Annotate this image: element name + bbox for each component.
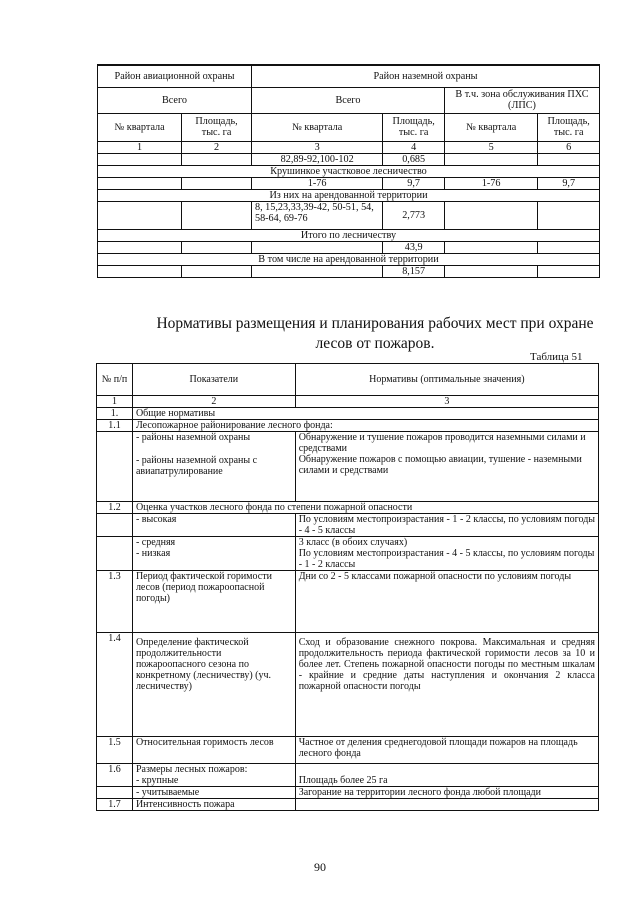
table-row	[98, 189, 600, 201]
table-row	[97, 408, 599, 420]
col-number: 6	[538, 141, 600, 153]
table-row	[97, 502, 599, 514]
indicator-cell	[132, 764, 295, 787]
table-row	[98, 87, 600, 113]
table-row	[97, 420, 599, 432]
cell-area: 9,7	[538, 177, 600, 189]
table-row	[97, 799, 599, 811]
table-row	[98, 201, 600, 229]
cell-area: 2,773	[383, 201, 445, 229]
section-krushinkoe: Крушинкое участковое лесничество	[98, 165, 600, 177]
header-total-ground: Всего	[251, 87, 444, 113]
indicator-intensity: Интенсивность пожара	[132, 799, 295, 811]
cell-area: 0,685	[383, 153, 445, 165]
cell-kvartal: 1-76	[444, 177, 537, 189]
table-row	[98, 229, 600, 241]
table-row	[97, 432, 599, 502]
section-total: Итого по лесничеству	[98, 229, 600, 241]
row-text: Общие нормативы	[132, 408, 598, 420]
col-number: 1	[97, 396, 133, 408]
cell-area: 8,157	[383, 265, 445, 277]
table-row	[98, 153, 600, 165]
table-row	[97, 787, 599, 799]
table-row	[97, 514, 599, 537]
norm-cell	[295, 537, 598, 571]
indicator-relative-burn: Относительная горимость лесов	[132, 737, 295, 764]
row-number: 1.1	[97, 420, 133, 432]
table-row	[97, 633, 599, 737]
col-number: 4	[383, 141, 445, 153]
table-row	[97, 537, 599, 571]
header-kvartal: № квартала	[444, 113, 537, 141]
table-row	[98, 165, 600, 177]
col-number: 1	[98, 141, 182, 153]
table-row	[98, 241, 600, 253]
header-pxs-zone: В т.ч. зона обслуживания ПХС (ЛПС)	[444, 87, 599, 113]
indicator-high: - высокая	[132, 514, 295, 537]
norm-ground-patrol: Обнаружение пожаров с помощью авиации, тушение - наземными силами и средствами	[298, 454, 582, 476]
table-row	[98, 113, 600, 141]
table-row	[97, 364, 599, 396]
row-text: Оценка участков лесного фонда по степени пожарной опасности	[132, 502, 598, 514]
indicator-cell	[132, 432, 295, 502]
page-number: 90	[314, 860, 326, 874]
table-row	[97, 396, 599, 408]
cell-kvartal: 1-76	[251, 177, 382, 189]
norm-relative-burn: Частное от деления среднегодовой площади пожаров на площадь лесного фонда	[295, 737, 598, 764]
header-total-aviation: Всего	[98, 87, 252, 113]
col-number: 2	[132, 396, 295, 408]
indicator-counted: - учитываемые	[132, 787, 295, 799]
table-row	[98, 253, 600, 265]
section-rented-total: В том числе на арендованной территории	[98, 253, 600, 265]
norm-large: Площадь более 25 га	[295, 764, 598, 787]
indicator-ground: - районы наземной охраны	[135, 432, 251, 443]
header-area: Площадь, тыс. га	[538, 113, 600, 141]
row-number: 1.3	[97, 571, 133, 633]
cell-kvartal: 8, 15,23,33,39-42, 50-51, 54, 58-64, 69-76	[251, 201, 382, 229]
row-number: 1.2	[97, 502, 133, 514]
col-number: 2	[182, 141, 252, 153]
norm-counted: Загорание на территории лесного фонда любой площади	[295, 787, 598, 799]
norm-season-duration: Сход и образование снежного покрова. Максимальная и средняя продолжительность периода фактической горимости лесов за 10 и более лет. Степень пожарной опасности погоды по местным шкалам - крайние и средние даты наступления и окончания 2 класса пожарной опасности погоды	[295, 633, 598, 737]
norm-ground: Обнаружение и тушение пожаров проводится наземными силами и средствами	[298, 432, 586, 454]
norm-low: По условиям местопроизрастания - 4 - 5 классы, по условиям погоды - 1 - 2 классы	[298, 548, 595, 570]
header-area: Площадь, тыс. га	[182, 113, 252, 141]
cell-area: 43,9	[383, 241, 445, 253]
header-kvartal: № квартала	[251, 113, 382, 141]
col-number: 3	[251, 141, 382, 153]
row-number: 1.7	[97, 799, 133, 811]
header-ground-zone: Район наземной охраны	[251, 65, 599, 87]
table-row	[97, 764, 599, 787]
col-number: 5	[444, 141, 537, 153]
row-number: 1.	[97, 408, 133, 420]
cell-kvartal: 82,89-92,100-102	[251, 153, 382, 165]
indicator-large: - крупные	[135, 775, 179, 786]
indicator-fire-period: Период фактической горимости лесов (период пожароопасной погоды)	[132, 571, 295, 633]
row-number: 1.5	[97, 737, 133, 764]
norms-table	[96, 363, 599, 811]
table-row	[97, 571, 599, 633]
table-row	[97, 737, 599, 764]
table-number: Таблица 51	[530, 351, 583, 363]
norm-cell	[295, 432, 598, 502]
table-row	[98, 141, 600, 153]
indicator-ground-patrol: - районы наземной охраны с авиапатрулирование	[135, 455, 258, 477]
forest-protection-zones-table	[97, 64, 600, 278]
norm-high: По условиям местопроизрастания - 1 - 2 классы, по условиям погоды - 4 - 5 классы	[295, 514, 598, 537]
header-kvartal: № квартала	[98, 113, 182, 141]
header-aviation-zone: Район авиационной охраны	[98, 65, 252, 87]
table-row	[98, 265, 600, 277]
header-area: Площадь, тыс. га	[383, 113, 445, 141]
row-number: 1.6	[97, 764, 133, 787]
section-rented: Из них на арендованной территории	[98, 189, 600, 201]
indicator-fire-sizes: Размеры лесных пожаров:	[135, 764, 248, 775]
row-number: 1.4	[97, 633, 133, 737]
norm-medium: 3 класс (в обоих случаях)	[298, 537, 408, 548]
cell-area: 9,7	[383, 177, 445, 189]
indicator-medium: - средняя	[135, 537, 176, 548]
section-title: Нормативы размещения и планирования рабочих мест при охране лесов от пожаров.	[156, 315, 594, 352]
indicator-low: - низкая	[135, 548, 171, 559]
indicator-cell	[132, 537, 295, 571]
table-row	[98, 65, 600, 87]
header-indicators: Показатели	[132, 364, 295, 396]
norm-fire-period: Дни со 2 - 5 классами пожарной опасности по условиям погоды	[295, 571, 598, 633]
indicator-season-duration: Определение фактической продолжительности пожароопасного сезона по конкретному (лесничеству) (уч. лесничеству)	[132, 633, 295, 737]
header-number: № п/п	[97, 364, 133, 396]
col-number: 3	[295, 396, 598, 408]
table-row	[98, 177, 600, 189]
row-text: Лесопожарное районирование лесного фонда:	[132, 420, 598, 432]
header-norms: Нормативы (оптимальные значения)	[295, 364, 598, 396]
